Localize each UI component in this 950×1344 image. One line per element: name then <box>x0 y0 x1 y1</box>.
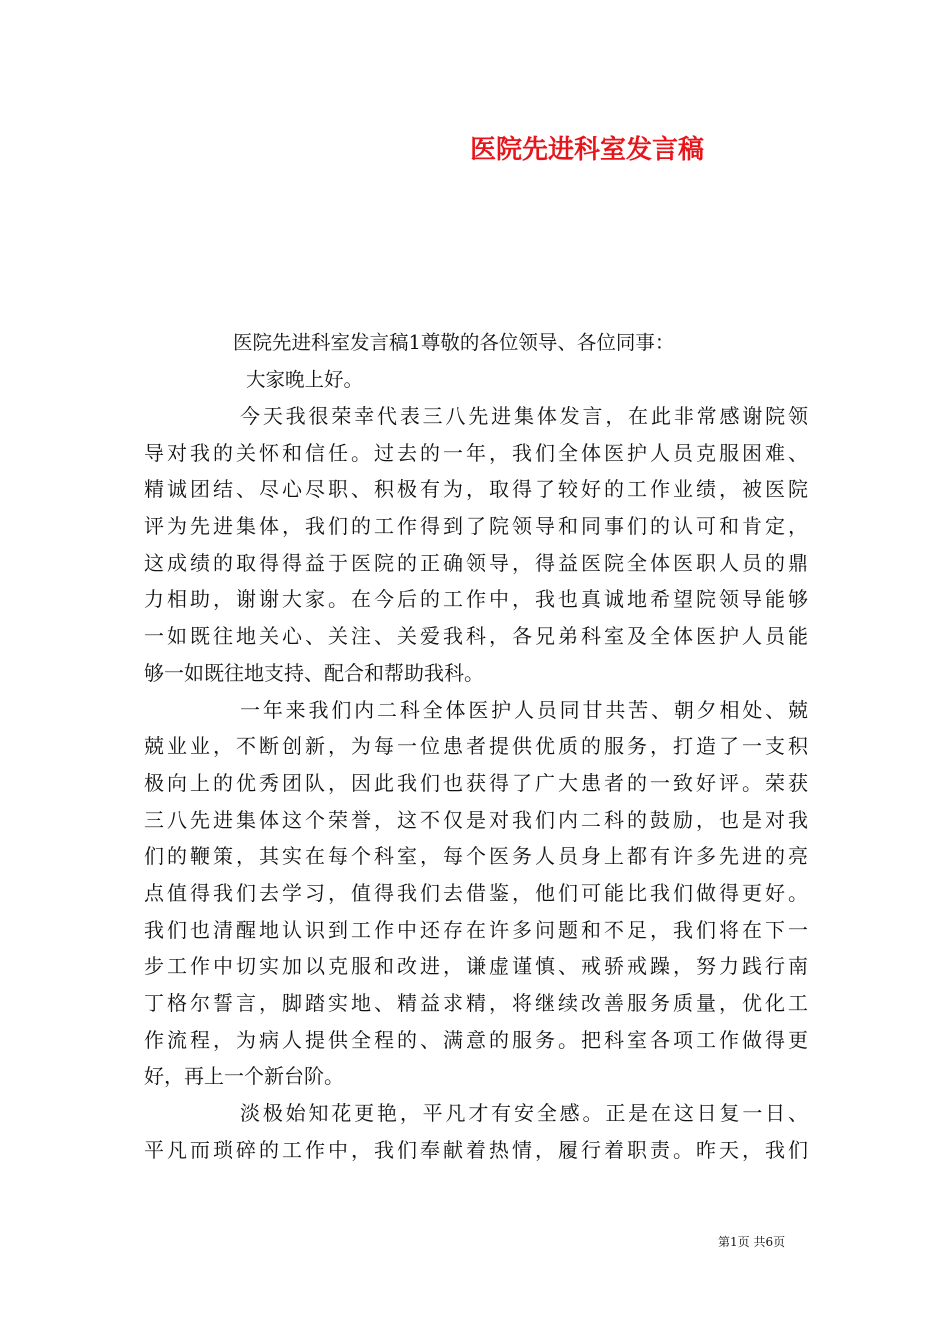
text-line: 我们也清醒地认识到工作中还存在许多问题和不足，我们将在下一 <box>144 917 808 942</box>
text-line: 极向上的优秀团队，因此我们也获得了广大患者的一致好评。荣获 <box>144 770 808 795</box>
greeting-line: 大家晚上好。 <box>246 368 364 391</box>
text-line: 兢业业，不断创新，为每一位患者提供优质的服务，打造了一支积 <box>144 734 808 759</box>
text-line: 淡极始知花更艳，平凡才有安全感。正是在这日复一日、 <box>240 1101 808 1126</box>
paragraph-1 <box>144 398 808 692</box>
paragraph-3 <box>144 1095 808 1168</box>
text-line: 作流程，为病人提供全程的、满意的服务。把科室各项工作做得更 <box>144 1027 808 1052</box>
text-line: 导对我的关怀和信任。过去的一年，我们全体医护人员克服困难、 <box>144 440 808 465</box>
text-line: 们的鞭策，其实在每个科室，每个医务人员身上都有许多先进的亮 <box>144 844 808 869</box>
document-title: 医院先进科室发言稿 <box>470 135 705 165</box>
text-line: 评为先进集体，我们的工作得到了院领导和同事们的认可和肯定， <box>144 514 808 539</box>
text-line: 一年来我们内二科全体医护人员同甘共苦、朝夕相处、兢 <box>240 697 808 722</box>
text-line: 力相助，谢谢大家。在今后的工作中，我也真诚地希望院领导能够 <box>144 587 808 612</box>
intro-line: 医院先进科室发言稿1尊敬的各位领导、各位同事： <box>233 331 675 354</box>
page-number: 第1页 共6页 <box>718 1235 786 1249</box>
text-line: 够一如既往地支持、配合和帮助我科。 <box>144 660 484 685</box>
text-line: 步工作中切实加以克服和改进，谦虚谨慎、戒骄戒躁，努力践行南 <box>144 954 808 979</box>
text-line: 平凡而琐碎的工作中，我们奉献着热情，履行着职责。昨天，我们 <box>144 1137 808 1162</box>
document-body <box>144 398 808 1168</box>
text-line: 精诚团结、尽心尽职、积极有为，取得了较好的工作业绩，被医院 <box>144 477 808 502</box>
text-line: 点值得我们去学习，值得我们去借鉴，他们可能比我们做得更好。 <box>144 880 808 905</box>
paragraph-2 <box>144 692 808 1096</box>
text-line: 今天我很荣幸代表三八先进集体发言，在此非常感谢院领 <box>240 404 808 428</box>
text-line: 三八先进集体这个荣誉，这不仅是对我们内二科的鼓励，也是对我 <box>144 807 808 832</box>
text-line: 一如既往地关心、关注、关爱我科，各兄弟科室及全体医护人员能 <box>144 624 808 649</box>
text-line: 这成绩的取得得益于医院的正确领导，得益医院全体医职人员的鼎 <box>144 550 808 575</box>
text-line: 丁格尔誓言，脚踏实地、精益求精，将继续改善服务质量，优化工 <box>144 991 808 1015</box>
text-line: 好，再上一个新台阶。 <box>144 1064 344 1089</box>
